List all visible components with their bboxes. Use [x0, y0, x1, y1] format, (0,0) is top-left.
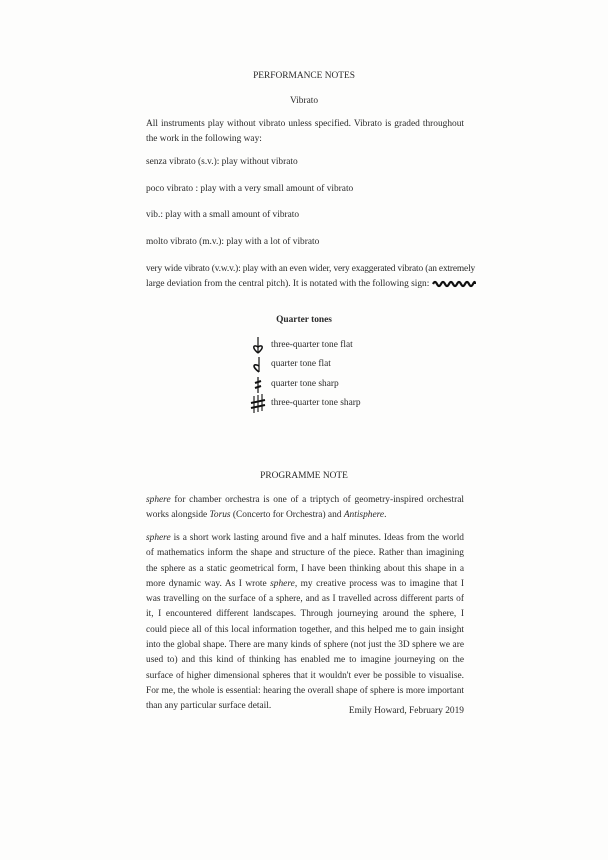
- vibrato-item-very-wide-line2: [146, 277, 476, 292]
- paragraph-span: .: [384, 510, 387, 521]
- quarter-tone-label: three-quarter tone flat: [271, 340, 353, 350]
- three-quarter-tone-flat-icon: [248, 336, 268, 356]
- quarter-tone-row: [248, 338, 448, 354]
- very-wide-vibrato-sign-icon: [432, 280, 476, 288]
- quarter-tone-row: [248, 396, 448, 412]
- quarter-tone-label: three-quarter tone sharp: [271, 398, 361, 408]
- vibrato-item-senza: senza vibrato (s.v.): play without vibrato: [146, 157, 298, 167]
- paragraph-text: [146, 531, 464, 715]
- quarter-tone-row: [248, 357, 448, 373]
- performance-notes-heading: PERFORMANCE NOTES: [253, 71, 355, 81]
- quarter-tones-title: Quarter tones: [276, 315, 332, 325]
- very-wide-line2-text: large deviation from the central pitch). It is notated with the following sign:: [146, 279, 430, 289]
- programme-note-paragraph-1: [146, 493, 464, 524]
- vibrato-intro: [146, 117, 464, 148]
- programme-note-paragraph-2: [146, 531, 464, 715]
- work-title-sphere: sphere: [270, 578, 295, 589]
- quarter-tone-row: [248, 377, 448, 393]
- paragraph-span: (Concerto for Orchestra) and: [230, 510, 344, 521]
- vibrato-item-vib: vib.: play with a small amount of vibrato: [146, 210, 300, 220]
- vibrato-intro-text: All instruments play without vibrato unless specified. Vibrato is graded throughout the work in the following way:: [146, 119, 464, 145]
- paragraph-span: for chamber orchestra is one of a triptych of geometry-inspired orchestral works alongside: [146, 495, 464, 521]
- signature: Emily Howard, February 2019: [348, 706, 464, 716]
- vibrato-item-very-wide-line1: very wide vibrato (v.w.v.): play with an even wider, very exaggerated vibrato (an extremely: [146, 264, 476, 274]
- work-title-sphere: sphere: [146, 495, 171, 505]
- work-title-sphere: sphere: [146, 533, 171, 543]
- three-quarter-tone-sharp-icon: [248, 394, 268, 414]
- quarter-tone-sharp-icon: [248, 375, 268, 395]
- work-title-antisphere: Antisphere: [343, 510, 385, 521]
- vibrato-title: Vibrato: [289, 96, 319, 106]
- quarter-tone-label: quarter tone sharp: [271, 379, 339, 389]
- quarter-tone-label: quarter tone flat: [271, 359, 331, 369]
- programme-note-heading: PROGRAMME NOTE: [260, 471, 348, 481]
- quarter-tone-flat-icon: [248, 355, 268, 375]
- paragraph-span: , my creative process was to imagine that I was travelling on the surface of a sphere, and as I travelled across different parts of it, I encountered different landscapes. Through journeying around the sphere, I could piece all of this local information together, and this helped me to gain insight into the global shape. There are many kinds of sphere (not just the 3D sphere we are used to) and this kind of thinking has enabled me to imagine journeying on the surface of higher dimensional spheres that it wouldn't ever be possible to visualise. For me, the whole is essential: hearing the overall shape of sphere is more important than any particular surface detail.: [146, 578, 465, 712]
- vibrato-item-molto: molto vibrato (m.v.): play with a lot of vibrato: [146, 237, 320, 247]
- paragraph-text: [146, 493, 464, 524]
- work-title-torus: Torus: [209, 510, 231, 521]
- vibrato-item-poco: poco vibrato : play with a very small amount of vibrato: [146, 184, 354, 194]
- paragraph-span: is a short work lasting around five and a half minutes. Ideas from the world of mathematics inform the shape and structure of the piece. Rather than imagining the sphere as a static geometrical form, I have been thinking about this shape in a more dynamic way. As I wrote: [146, 533, 464, 589]
